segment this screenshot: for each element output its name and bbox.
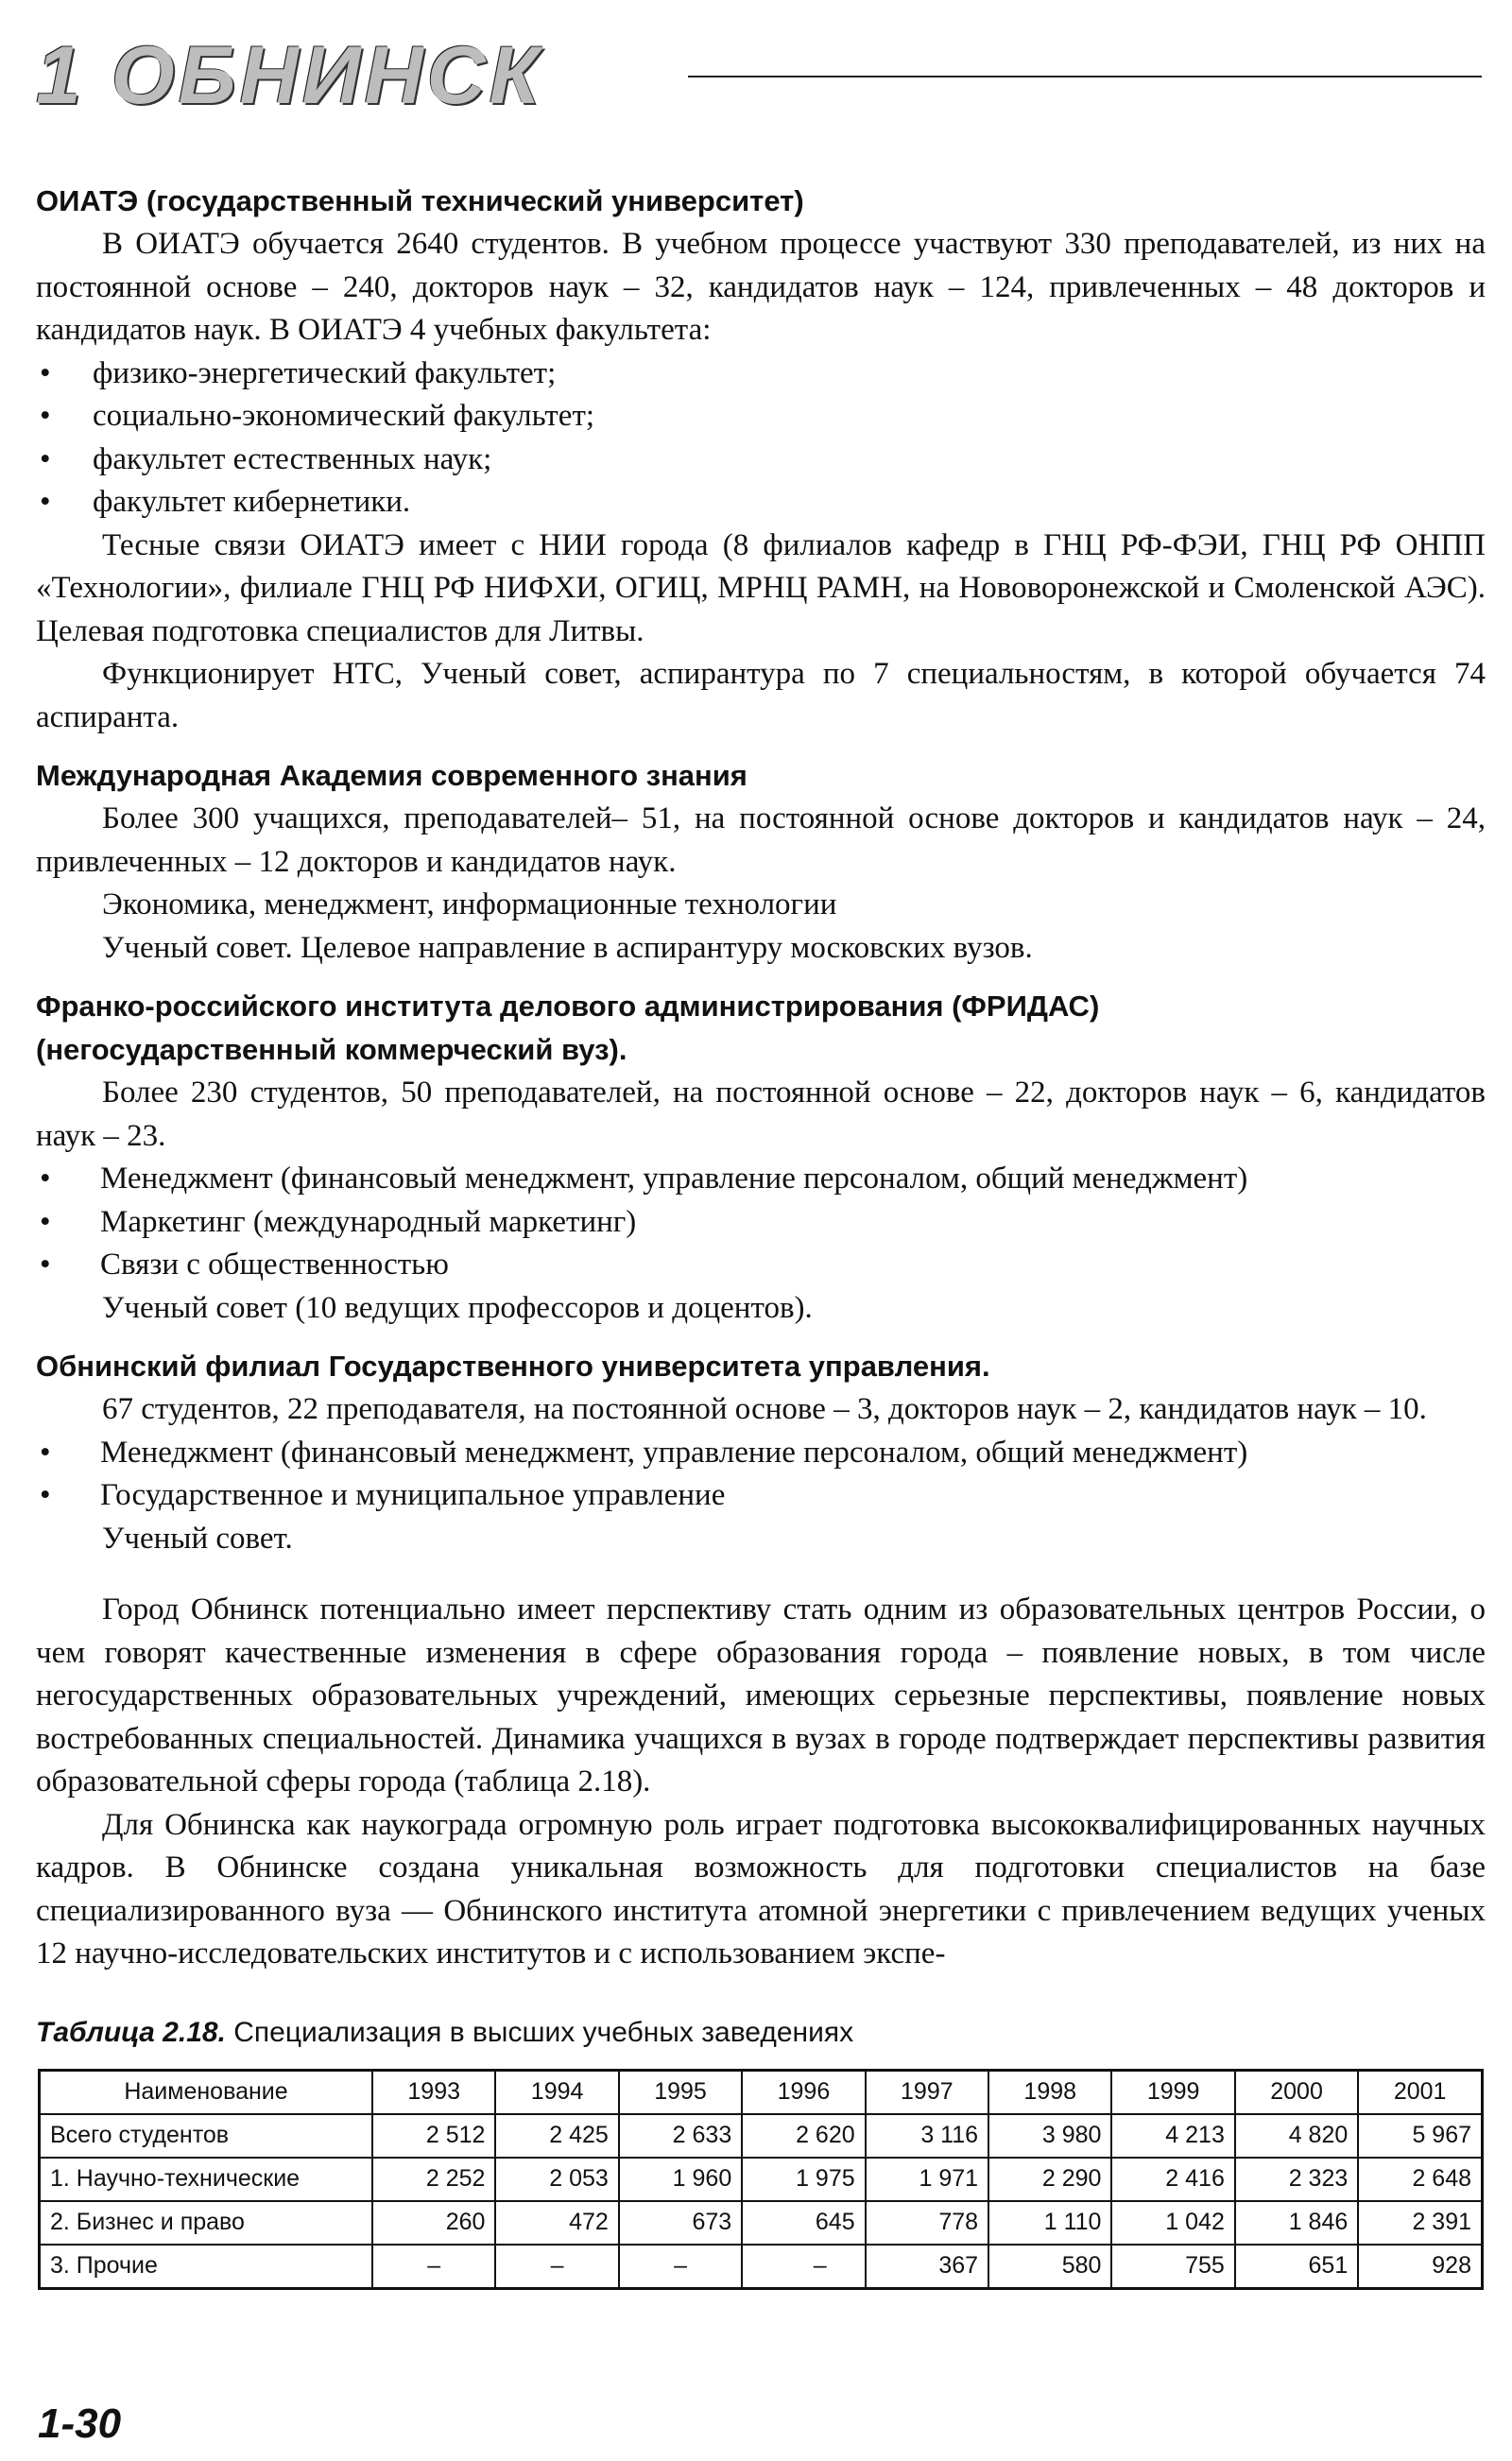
table-header-row	[40, 2070, 1483, 2114]
table-cell: 1 042	[1111, 2201, 1234, 2245]
list-item: • Маркетинг (международный маркетинг)	[36, 1201, 1486, 1245]
table-header-cell: 2001	[1358, 2070, 1482, 2114]
section-gum-council: Ученый совет.	[102, 1521, 293, 1556]
table-caption-text: Специализация в высших учебных заведениях	[233, 2016, 854, 2048]
table-header-cell: 1995	[619, 2070, 742, 2114]
section-academy-council: Ученый совет. Целевое направление в аспирантуру московских вузов.	[102, 930, 1033, 965]
bullet-icon: •	[40, 1204, 51, 1239]
table-header-cell: 1996	[742, 2070, 865, 2114]
specialization-table	[38, 2069, 1484, 2290]
page-number: 1-30	[38, 2401, 122, 2447]
table-cell: 2. Бизнес и право	[40, 2201, 373, 2245]
table-row	[40, 2158, 1483, 2201]
table-header-cell: 2000	[1235, 2070, 1358, 2114]
table-header-cell: 1994	[495, 2070, 618, 2114]
table-cell: –	[495, 2245, 618, 2289]
table-cell: 5 967	[1358, 2114, 1482, 2158]
table-cell: 2 620	[742, 2114, 865, 2158]
section-title-fridas: Франко-российского института делового администрирования (ФРИДАС) (негосударственный коммерческий вуз).	[36, 990, 1100, 1066]
list-item: • Менеджмент (финансовый менеджмент, управление персоналом, общий менеджмент)	[36, 1432, 1486, 1475]
table-cell: 3. Прочие	[40, 2245, 373, 2289]
table-header-cell: 1998	[988, 2070, 1111, 2114]
table-cell: 778	[866, 2201, 988, 2245]
section-title-oiate: ОИАТЭ (государственный технический университет)	[36, 184, 804, 217]
header-rule	[688, 76, 1482, 77]
table-cell: 1 975	[742, 2158, 865, 2201]
table-cell: 4 820	[1235, 2114, 1358, 2158]
list-item: • Менеджмент (финансовый менеджмент, управление персоналом, общий менеджмент)	[36, 1158, 1486, 1201]
table-cell: 3 980	[988, 2114, 1111, 2158]
bullet-icon: •	[40, 441, 51, 476]
table-number: Таблица 2.18.	[36, 2016, 226, 2048]
table-cell: 2 252	[372, 2158, 495, 2201]
bullet-icon: •	[40, 355, 51, 390]
table-row	[40, 2245, 1483, 2289]
section-fridas-council: Ученый совет (10 ведущих профессоров и доцентов).	[102, 1290, 813, 1325]
bullet-icon: •	[40, 399, 51, 433]
list-item: • Государственное и муниципальное управление	[36, 1474, 1486, 1518]
table-header-cell: 1997	[866, 2070, 988, 2114]
body-paragraph-1: Город Обнинск потенциально имеет перспективу стать одним из образовательных центров России, о чем говорят качественные изменения в сфере образования города – появление новых, в том числе негосударственных образовательных учреждений, имеющих серьезные перспективы, появление новых востребованных специальностей. Динамика учащихся в вузах в городе подтверждает перспективы развития образовательной сферы города (таблица 2.18).	[36, 1592, 1486, 1798]
list-item: • физико-энергетический факультет;	[36, 353, 1486, 396]
faculty-list	[36, 353, 1486, 525]
section-fridas-stats: Более 230 студентов, 50 преподавателей, на постоянной основе – 22, докторов наук – 6, кандидатов наук – 23.	[36, 1076, 1486, 1153]
table-cell: 1 971	[866, 2158, 988, 2201]
section-oiate-links: Тесные связи ОИАТЭ имеет с НИИ города (8 филиалов кафедр в ГНЦ РФ-ФЭИ, ГНЦ РФ ОНПП «Технологии», филиале ГНЦ РФ НИФХИ, ОГИЦ, МРНЦ РАМН, на Нововоронежской и Смоленской АЭС). Целевая подготовка специалистов для Литвы.	[36, 527, 1486, 648]
table-cell: 2 290	[988, 2158, 1111, 2201]
table-cell: 580	[988, 2245, 1111, 2289]
table-cell: 645	[742, 2201, 865, 2245]
fridas-programs-list	[36, 1158, 1486, 1287]
section-academy-areas: Экономика, менеджмент, информационные технологии	[102, 887, 837, 921]
table-caption	[36, 2012, 1486, 2054]
list-item: • факультет естественных наук;	[36, 439, 1486, 482]
table-cell: 1 110	[988, 2201, 1111, 2245]
table-cell: 2 053	[495, 2158, 618, 2201]
table-row	[40, 2201, 1483, 2245]
table-header-cell: 1993	[372, 2070, 495, 2114]
bullet-icon: •	[40, 1162, 51, 1196]
table-cell: 260	[372, 2201, 495, 2245]
table-cell: 2 416	[1111, 2158, 1234, 2201]
table-cell: Всего студентов	[40, 2114, 373, 2158]
table-cell: 2 512	[372, 2114, 495, 2158]
table-cell: 4 213	[1111, 2114, 1234, 2158]
page-content	[36, 180, 1486, 2290]
table-header-cell: 1999	[1111, 2070, 1234, 2114]
table-header-cell: Наименование	[40, 2070, 373, 2114]
table-cell: –	[619, 2245, 742, 2289]
section-title-gum-branch: Обнинский филиал Государственного университета управления.	[36, 1350, 990, 1383]
chapter-title: 1 ОБНИНСК	[36, 30, 543, 121]
body-paragraph-2: Для Обнинска как наукограда огромную роль играет подготовка высококвалифицированных научных кадров. В Обнинске создана уникальная возможность для подготовки специалистов на базе специализированного вуза — Обнинского института атомной энергетики с привлечением ведущих ученых 12 научно-исследовательских институтов и с использованием экспе-	[36, 1807, 1486, 1971]
section-oiate-council: Функционирует НТС, Ученый совет, аспирантура по 7 специальностям, в которой обучается 74 аспиранта.	[36, 657, 1486, 734]
list-item: • социально-экономический факультет;	[36, 395, 1486, 439]
table-cell: 2 391	[1358, 2201, 1482, 2245]
table-cell: 2 648	[1358, 2158, 1482, 2201]
section-oiate-intro: В ОИАТЭ обучается 2640 студентов. В учебном процессе участвуют 330 преподавателей, из них на постоянной основе – 240, докторов наук – 32, кандидатов наук – 124, привлеченных – 48 докторов и кандидатов наук. В ОИАТЭ 4 учебных факультета:	[36, 227, 1486, 347]
table-cell: 367	[866, 2245, 988, 2289]
page-header	[36, 28, 1482, 121]
section-title-academy: Международная Академия современного знания	[36, 759, 747, 792]
list-item: • Связи с общественностью	[36, 1244, 1486, 1287]
table-cell: 1 846	[1235, 2201, 1358, 2245]
bullet-icon: •	[40, 1478, 51, 1512]
table-cell: 755	[1111, 2245, 1234, 2289]
table-cell: 673	[619, 2201, 742, 2245]
list-item: • факультет кибернетики.	[36, 481, 1486, 525]
table-cell: 2 323	[1235, 2158, 1358, 2201]
gum-programs-list	[36, 1432, 1486, 1518]
bullet-icon: •	[40, 1248, 51, 1282]
table-cell: 3 116	[866, 2114, 988, 2158]
table-row	[40, 2114, 1483, 2158]
table-cell: 2 425	[495, 2114, 618, 2158]
table-cell: 472	[495, 2201, 618, 2245]
bullet-icon: •	[40, 1435, 51, 1470]
table-cell: 1. Научно-технические	[40, 2158, 373, 2201]
table-cell: 2 633	[619, 2114, 742, 2158]
bullet-icon: •	[40, 485, 51, 519]
table-cell: –	[742, 2245, 865, 2289]
table-cell: –	[372, 2245, 495, 2289]
section-gum-stats: 67 студентов, 22 преподавателя, на постоянной основе – 3, докторов наук – 2, кандидатов наук – 10.	[102, 1392, 1427, 1426]
table-cell: 1 960	[619, 2158, 742, 2201]
table-cell: 651	[1235, 2245, 1358, 2289]
table-cell: 928	[1358, 2245, 1482, 2289]
section-academy-stats: Более 300 учащихся, преподавателей– 51, на постоянной основе докторов и кандидатов наук – 24, привлеченных – 12 докторов и кандидатов наук.	[36, 801, 1486, 879]
